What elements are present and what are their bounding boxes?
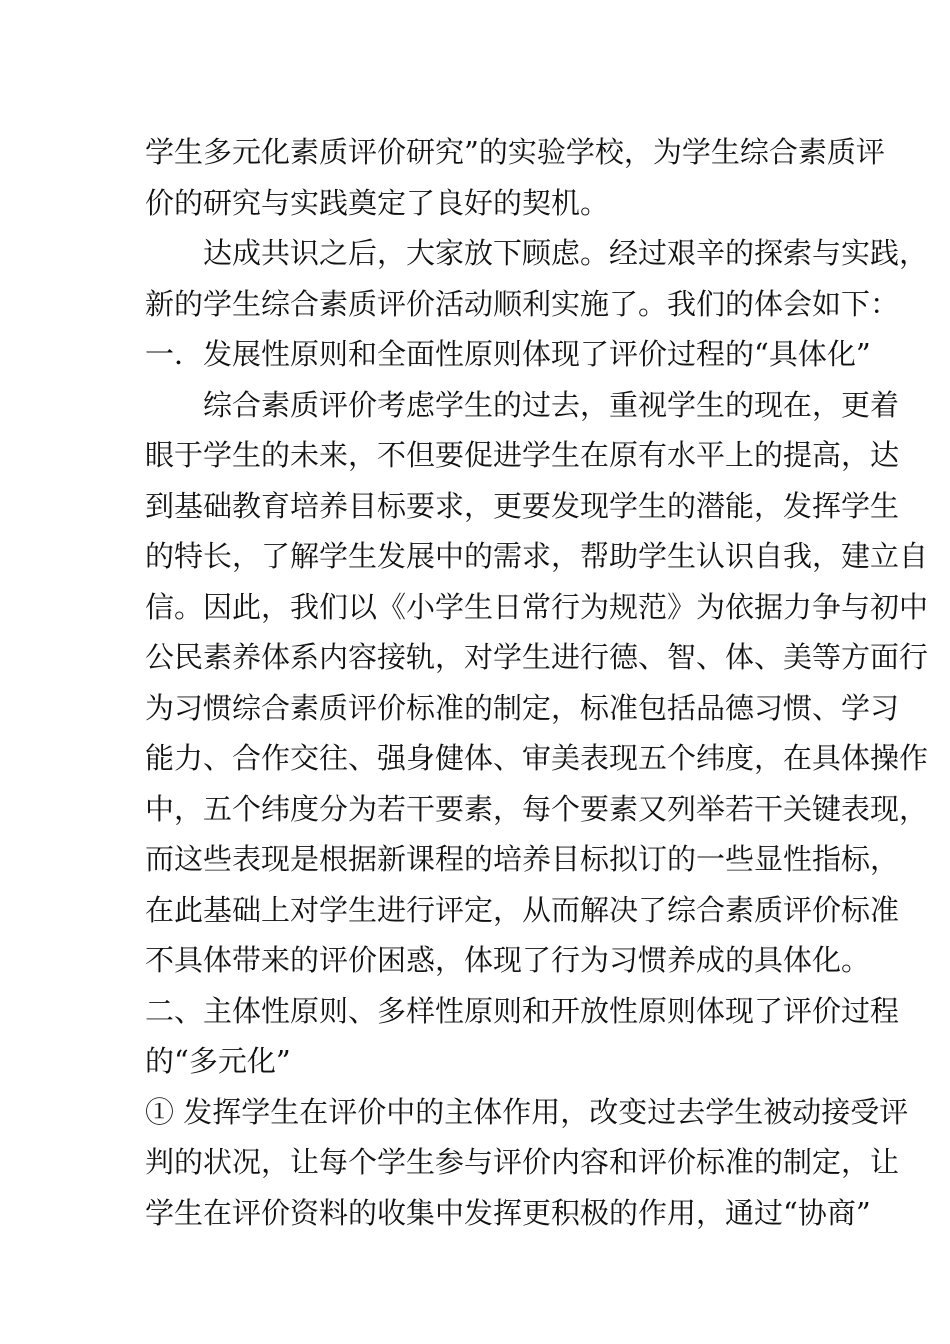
text-line-13: 能力、合作交往、强身健体、审美表现五个纬度，在具体操作 (145, 741, 929, 775)
text-line-6: 综合素质评价考虑学生的过去，重视学生的现在，更着 (203, 387, 900, 422)
section-heading-2-cont: 的“多元化” (145, 1044, 291, 1078)
text-line-16: 在此基础上对学生进行评定，从而解决了综合素质评价标准 (145, 892, 900, 927)
text-line-8: 到基础教育培养目标要求，更要发现学生的潜能，发挥学生 (145, 488, 900, 523)
text-line-22: 学生在评价资料的收集中发挥更积极的作用，通过“协商” (145, 1195, 871, 1230)
text-line-7: 眼于学生的未来，不但要促进学生在原有水平上的提高，达 (145, 438, 900, 472)
document-body (145, 127, 929, 1238)
text-line-10: 信。因此，我们以《小学生日常行为规范》为依据力争与初中 (145, 589, 929, 624)
list-item-1: ① 发挥学生在评价中的主体作用，改变过去学生被动接受评 (145, 1094, 909, 1129)
text-line-3: 达成共识之后，大家放下顾虑。经过艰辛的探索与实践， (203, 236, 929, 270)
text-line-21: 判的状况，让每个学生参与评价内容和评价标准的制定，让 (145, 1145, 900, 1179)
text-line-17: 不具体带来的评价困惑，体现了行为习惯养成的具体化。 (145, 943, 871, 977)
section-heading-2: 二、主体性原则、多样性原则和开放性原则体现了评价过程 (145, 993, 900, 1028)
text-line-11: 公民素养体系内容接轨，对学生进行德、智、体、美等方面行 (145, 640, 929, 674)
text-line-4: 新的学生综合素质评价活动顺利实施了。我们的体会如下： (145, 286, 900, 321)
text-line-15: 而这些表现是根据新课程的培养目标拟订的一些显性指标， (145, 842, 900, 876)
text-line-2: 价的研究与实践奠定了良好的契机。 (145, 185, 610, 220)
text-line-1: 学生多元化素质评价研究”的实验学校，为学生综合素质评 (145, 135, 885, 169)
section-heading-1: 一．发展性原则和全面性原则体现了评价过程的“具体化” (145, 337, 871, 371)
text-line-14: 中，五个纬度分为若干要素，每个要素又列举若干关键表现， (145, 791, 929, 826)
text-line-9: 的特长，了解学生发展中的需求，帮助学生认识自我，建立自 (145, 539, 929, 573)
text-line-12: 为习惯综合素质评价标准的制定，标准包括品德习惯、学习 (145, 690, 900, 725)
